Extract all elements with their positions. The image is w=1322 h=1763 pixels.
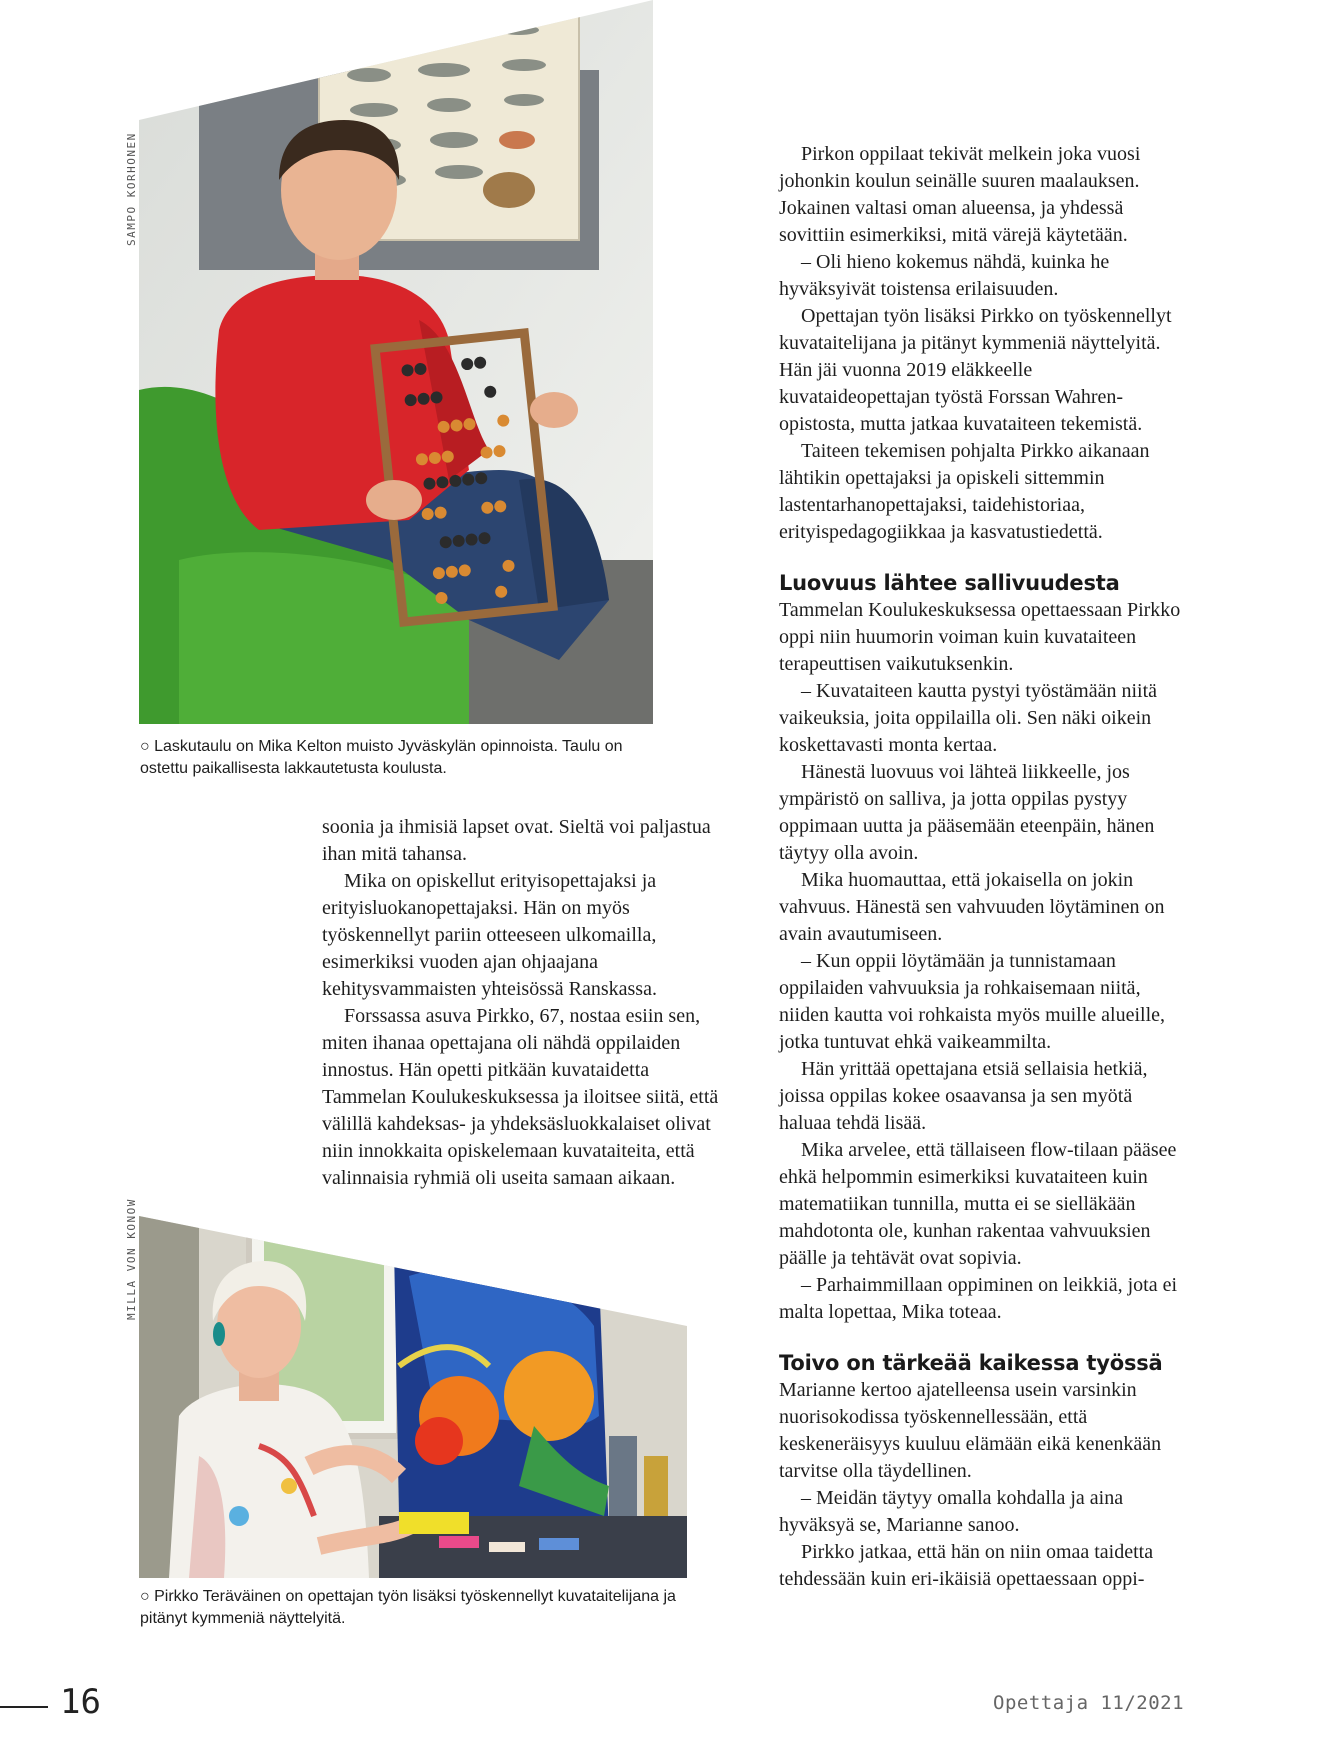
page-number: 16: [60, 1682, 101, 1722]
caption-text-2: Pirkko Teräväinen on opettajan työn lisäksi työskennellyt kuvataitelijana ja pitänyt kymmeniä näyttelyitä.: [140, 1588, 676, 1627]
paragraph: – Kuvataiteen kautta pystyi työstämään niitä vaikeuksia, joita oppilailla oli. Sen näki oikein koskettavasti monta kertaa.: [779, 680, 1158, 756]
section-heading: Luovuus lähtee sallivuudesta: [779, 571, 1120, 595]
paragraph: Pirkko jatkaa, että hän on niin omaa taidetta tehdessään kuin eri-ikäisiä opettaessaan oppi-: [779, 1541, 1154, 1590]
paragraph: – Parhaimmillaan oppiminen on leikkiä, jota ei malta lopettaa, Mika toteaa.: [779, 1274, 1178, 1323]
section-heading: Toivo on tärkeää kaikessa työssä: [779, 1351, 1163, 1375]
paragraph: Taiteen tekemisen pohjalta Pirkko aikanaan lähtikin opettajaksi ja opiskeli sittemmin lastentarhanopettajaksi, taidehistoriaa, erityispedagogiikkaa ja kasvatustiedettä.: [779, 440, 1150, 543]
caption-marker-1: ○: [140, 738, 150, 755]
caption-marker-2: ○: [140, 1588, 150, 1605]
caption-text-1: Laskutaulu on Mika Kelton muisto Jyväskylän opinnoista. Taulu on ostettu paikallisesta lakkautetusta koulusta.: [140, 738, 623, 777]
paragraph: Hän yrittää opettajana etsiä sellaisia hetkiä, joissa oppilas kokee osaavansa ja sen myötä haluaa tehdä lisää.: [779, 1058, 1148, 1134]
paragraph: Opettajan työn lisäksi Pirkko on työskennellyt kuvataitelijana ja pitänyt kymmeniä näyttelyitä. Hän jäi vuonna 2019 eläkkeelle kuvataideopettajan työstä Forssan Wahren-opistosta, mutta jatkaa kuvataiteen tekemistä.: [779, 305, 1172, 435]
paragraph: Forssassa asuva Pirkko, 67, nostaa esiin sen, miten ihanaa opettajana oli nähdä oppilaiden innostus. Hän opetti pitkään kuvataidetta Tammelan Koulukeskuksessa ja iloitsee siitä, että välillä kahdeksas- ja yhdeksäsluokkalaiset olivat niin innokkaita opiskelemaan kuvataiteita, että valinnaisia ryhmiä oli useita samaan aikaan.: [322, 1005, 719, 1189]
paragraph: soonia ja ihmisiä lapset ovat. Sieltä voi paljastua ihan mitä tahansa.: [322, 816, 711, 865]
right-column-text: [779, 141, 1187, 1593]
paragraph: – Oli hieno kokemus nähdä, kuinka he hyväksyivät toistensa erilaisuuden.: [779, 251, 1110, 300]
middle-column-text: [322, 814, 737, 1192]
paragraph: – Meidän täytyy omalla kohdalla ja aina hyväksyä se, Marianne sanoo.: [779, 1487, 1124, 1536]
photo-man-with-abacus-image: [139, 0, 653, 724]
paragraph: Mika huomauttaa, että jokaisella on jokin vahvuus. Hänestä sen vahvuuden löytäminen on avain avautumiseen.: [779, 869, 1165, 945]
paragraph: Mika on opiskellut erityisopettajaksi ja erityisluokanopettajaksi. Hän on myös työskennellyt pariin otteeseen ulkomailla, esimerkiksi vuoden ajan ohjaajana kehitysvammaisten yhteisössä Ranskassa.: [322, 870, 657, 1000]
photo-caption-1: [140, 736, 660, 780]
photo-artist-with-painting-image: [139, 1216, 687, 1578]
paragraph: Mika arvelee, että tällaiseen flow-tilaan pääsee ehkä helpommin esimerkiksi kuvataiteen kuin matematiikan tunnilla, mutta ei se sielläkään mahdotonta ole, kunhan rakentaa vahvuuksien päälle ja tehtävät ovat sopivia.: [779, 1139, 1177, 1269]
paragraph: – Kun oppii löytämään ja tunnistamaan oppilaiden vahvuuksia ja rohkaisemaan niitä, niiden kautta voi rohkaista myös muille alueille, jotka tuntuvat ehkä vaikeammilta.: [779, 950, 1166, 1053]
paragraph: Tammelan Koulukeskuksessa opettaessaan Pirkko oppi niin huumorin voiman kuin kuvataiteen terapeuttisen vaikutuksenkin.: [779, 599, 1181, 675]
photo-credit-1: SAMPO KORHONEN: [125, 132, 138, 246]
paragraph: Pirkon oppilaat tekivät melkein joka vuosi johonkin koulun seinälle suuren maalauksen. Jokainen valtasi oman alueensa, ja yhdessä sovittiin esimerkiksi, mitä värejä käytetään.: [779, 143, 1141, 246]
photo-credit-2: MILLA VON KONOW: [125, 1198, 138, 1320]
photo-man-with-abacus: [139, 0, 653, 724]
photo-artist-with-painting: [139, 1216, 687, 1578]
paragraph: Hänestä luovuus voi lähteä liikkeelle, jos ympäristö on salliva, ja jotta oppilas pystyy oppimaan uutta ja pääsemään eteenpäin, hänen täytyy olla avoin.: [779, 761, 1155, 864]
footer-rule: [0, 1706, 48, 1708]
magazine-issue: Opettaja 11/2021: [993, 1692, 1185, 1714]
paragraph: Marianne kertoo ajatelleensa usein varsinkin nuorisokodissa työskennellessään, että keskeneräisyys kuuluu elämään eikä kenenkään tarvitse olla täydellinen.: [779, 1379, 1162, 1482]
photo-caption-2: [140, 1586, 700, 1630]
